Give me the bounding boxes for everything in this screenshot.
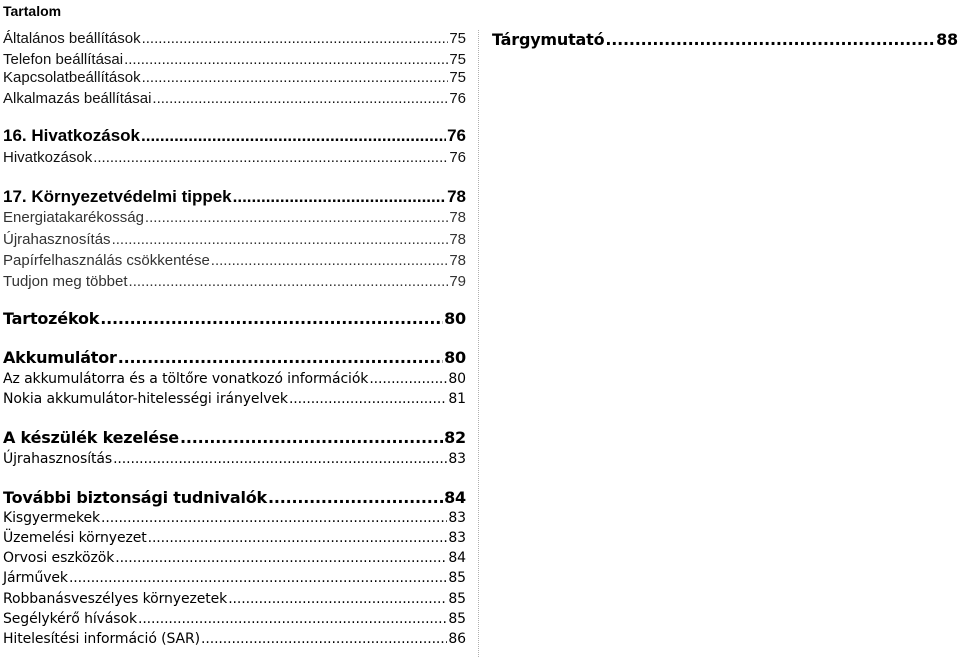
dot-leader (233, 187, 446, 207)
toc-chapter-label: Tartozékok (3, 309, 100, 328)
toc-entry[interactable] (3, 209, 466, 226)
dot-leader (124, 51, 448, 68)
toc-entry-page: 86 (448, 631, 466, 647)
dot-leader (145, 209, 448, 226)
dot-leader (115, 550, 447, 566)
toc-entry-page: 78 (449, 209, 466, 226)
dot-leader (289, 391, 447, 407)
dot-leader (129, 273, 449, 290)
toc-entry-page: 75 (449, 69, 466, 86)
toc-entry-label: Az akkumulátorra és a töltőre vonatkozó információk (3, 371, 369, 387)
toc-entry[interactable] (3, 451, 466, 467)
dot-leader (369, 371, 447, 387)
toc-entry-page: 83 (448, 510, 466, 526)
toc-entry-label: Üzemelési környezet (3, 530, 147, 546)
toc-entry-label: Papírfelhasználás csökkentése (3, 252, 210, 269)
toc-entry-label: Hivatkozások (3, 149, 93, 166)
toc-entry[interactable] (3, 530, 466, 546)
toc-entry-page: 75 (449, 51, 466, 68)
toc-entry[interactable] (3, 570, 466, 586)
dot-leader (152, 90, 448, 107)
toc-chapter-title[interactable] (3, 309, 466, 328)
dot-leader (138, 611, 447, 627)
toc-entry[interactable] (3, 611, 466, 627)
toc-chapter-title[interactable] (492, 30, 958, 49)
toc-chapter-label: Akkumulátor (3, 348, 117, 367)
toc-entry-page: 78 (449, 252, 466, 269)
toc-entry-page: 85 (448, 570, 466, 586)
toc-chapter-label: 17. Környezetvédelmi tippek (3, 187, 232, 206)
toc-entry-label: Orvosi eszközök (3, 550, 115, 566)
dot-leader (605, 30, 935, 49)
column-divider (478, 30, 480, 657)
dot-leader (113, 451, 447, 467)
dot-leader (142, 30, 449, 47)
toc-entry-page: 85 (448, 591, 466, 607)
dot-leader (93, 149, 448, 166)
toc-chapter-label: További biztonsági tudnivalók (3, 488, 267, 507)
toc-entry-label: Robbanásveszélyes környezetek (3, 591, 228, 607)
toc-entry-label: Energiatakarékosság (3, 209, 144, 226)
toc-chapter-title[interactable] (3, 348, 466, 367)
toc-entry-label: Alkalmazás beállításai (3, 90, 152, 107)
toc-entry[interactable] (3, 550, 466, 566)
toc-chapter-page: 80 (444, 309, 466, 328)
dot-leader (69, 570, 447, 586)
toc-entry-page: 79 (449, 273, 466, 290)
toc-entry[interactable] (3, 30, 466, 47)
toc-entry-label: Hitelesítési információ (SAR) (3, 631, 201, 647)
toc-entry[interactable] (3, 69, 466, 86)
toc-entry-page: 85 (448, 611, 466, 627)
dot-leader (118, 348, 443, 367)
toc-entry-label: Kisgyermekek (3, 510, 101, 526)
toc-chapter-title[interactable] (3, 488, 466, 507)
toc-entry-label: Általános beállítások (3, 30, 141, 47)
dot-leader (141, 126, 446, 146)
page-header: Tartalom (3, 3, 62, 19)
dot-leader (180, 428, 443, 447)
toc-entry-label: Nokia akkumulátor-hitelességi irányelvek (3, 391, 288, 407)
toc-entry[interactable] (3, 273, 466, 290)
toc-entry[interactable] (3, 631, 466, 647)
toc-entry[interactable] (3, 149, 466, 166)
toc-chapter-page: 76 (447, 126, 466, 145)
toc-entry[interactable] (3, 90, 466, 107)
dot-leader (112, 231, 449, 248)
dot-leader (228, 591, 447, 607)
toc-entry-label: Járművek (3, 570, 68, 586)
toc-entry[interactable] (3, 371, 466, 387)
toc-entry-label: Segélykérő hívások (3, 611, 137, 627)
toc-chapter-title[interactable] (3, 187, 466, 207)
toc-entry[interactable] (3, 391, 466, 407)
dot-leader (142, 69, 449, 86)
toc-entry-label: Újrahasznosítás (3, 451, 113, 467)
toc-entry-page: 76 (449, 149, 466, 166)
dot-leader (148, 530, 448, 546)
toc-entry-page: 83 (448, 451, 466, 467)
toc-entry[interactable] (3, 591, 466, 607)
toc-chapter-page: 84 (444, 488, 466, 507)
dot-leader (201, 631, 447, 647)
dot-leader (268, 488, 443, 507)
toc-entry-page: 80 (448, 371, 466, 387)
toc-entry[interactable] (3, 51, 466, 68)
toc-entry[interactable] (3, 252, 466, 269)
toc-entry-page: 83 (448, 530, 466, 546)
toc-entry[interactable] (3, 231, 466, 248)
toc-chapter-page: 82 (444, 428, 466, 447)
toc-entry-page: 76 (449, 90, 466, 107)
toc-chapter-page: 88 (936, 30, 958, 49)
toc-chapter-title[interactable] (3, 428, 466, 447)
dot-leader (211, 252, 449, 269)
toc-chapter-title[interactable] (3, 126, 466, 146)
toc-entry-page: 84 (448, 550, 466, 566)
toc-entry-label: Újrahasznosítás (3, 231, 111, 248)
toc-chapter-label: Tárgymutató (492, 30, 605, 49)
toc-chapter-label: 16. Hivatkozások (3, 126, 141, 145)
toc-chapter-page: 78 (447, 187, 466, 206)
toc-entry[interactable] (3, 510, 466, 526)
toc-entry-page: 78 (449, 231, 466, 248)
toc-chapter-page: 80 (444, 348, 466, 367)
toc-entry-page: 75 (449, 30, 466, 47)
toc-entry-label: Telefon beállításai (3, 51, 124, 68)
dot-leader (101, 510, 447, 526)
toc-entry-page: 81 (448, 391, 466, 407)
toc-chapter-label: A készülék kezelése (3, 428, 179, 447)
toc-entry-label: Tudjon meg többet (3, 273, 128, 290)
toc-entry-label: Kapcsolatbeállítások (3, 69, 141, 86)
dot-leader (100, 309, 443, 328)
